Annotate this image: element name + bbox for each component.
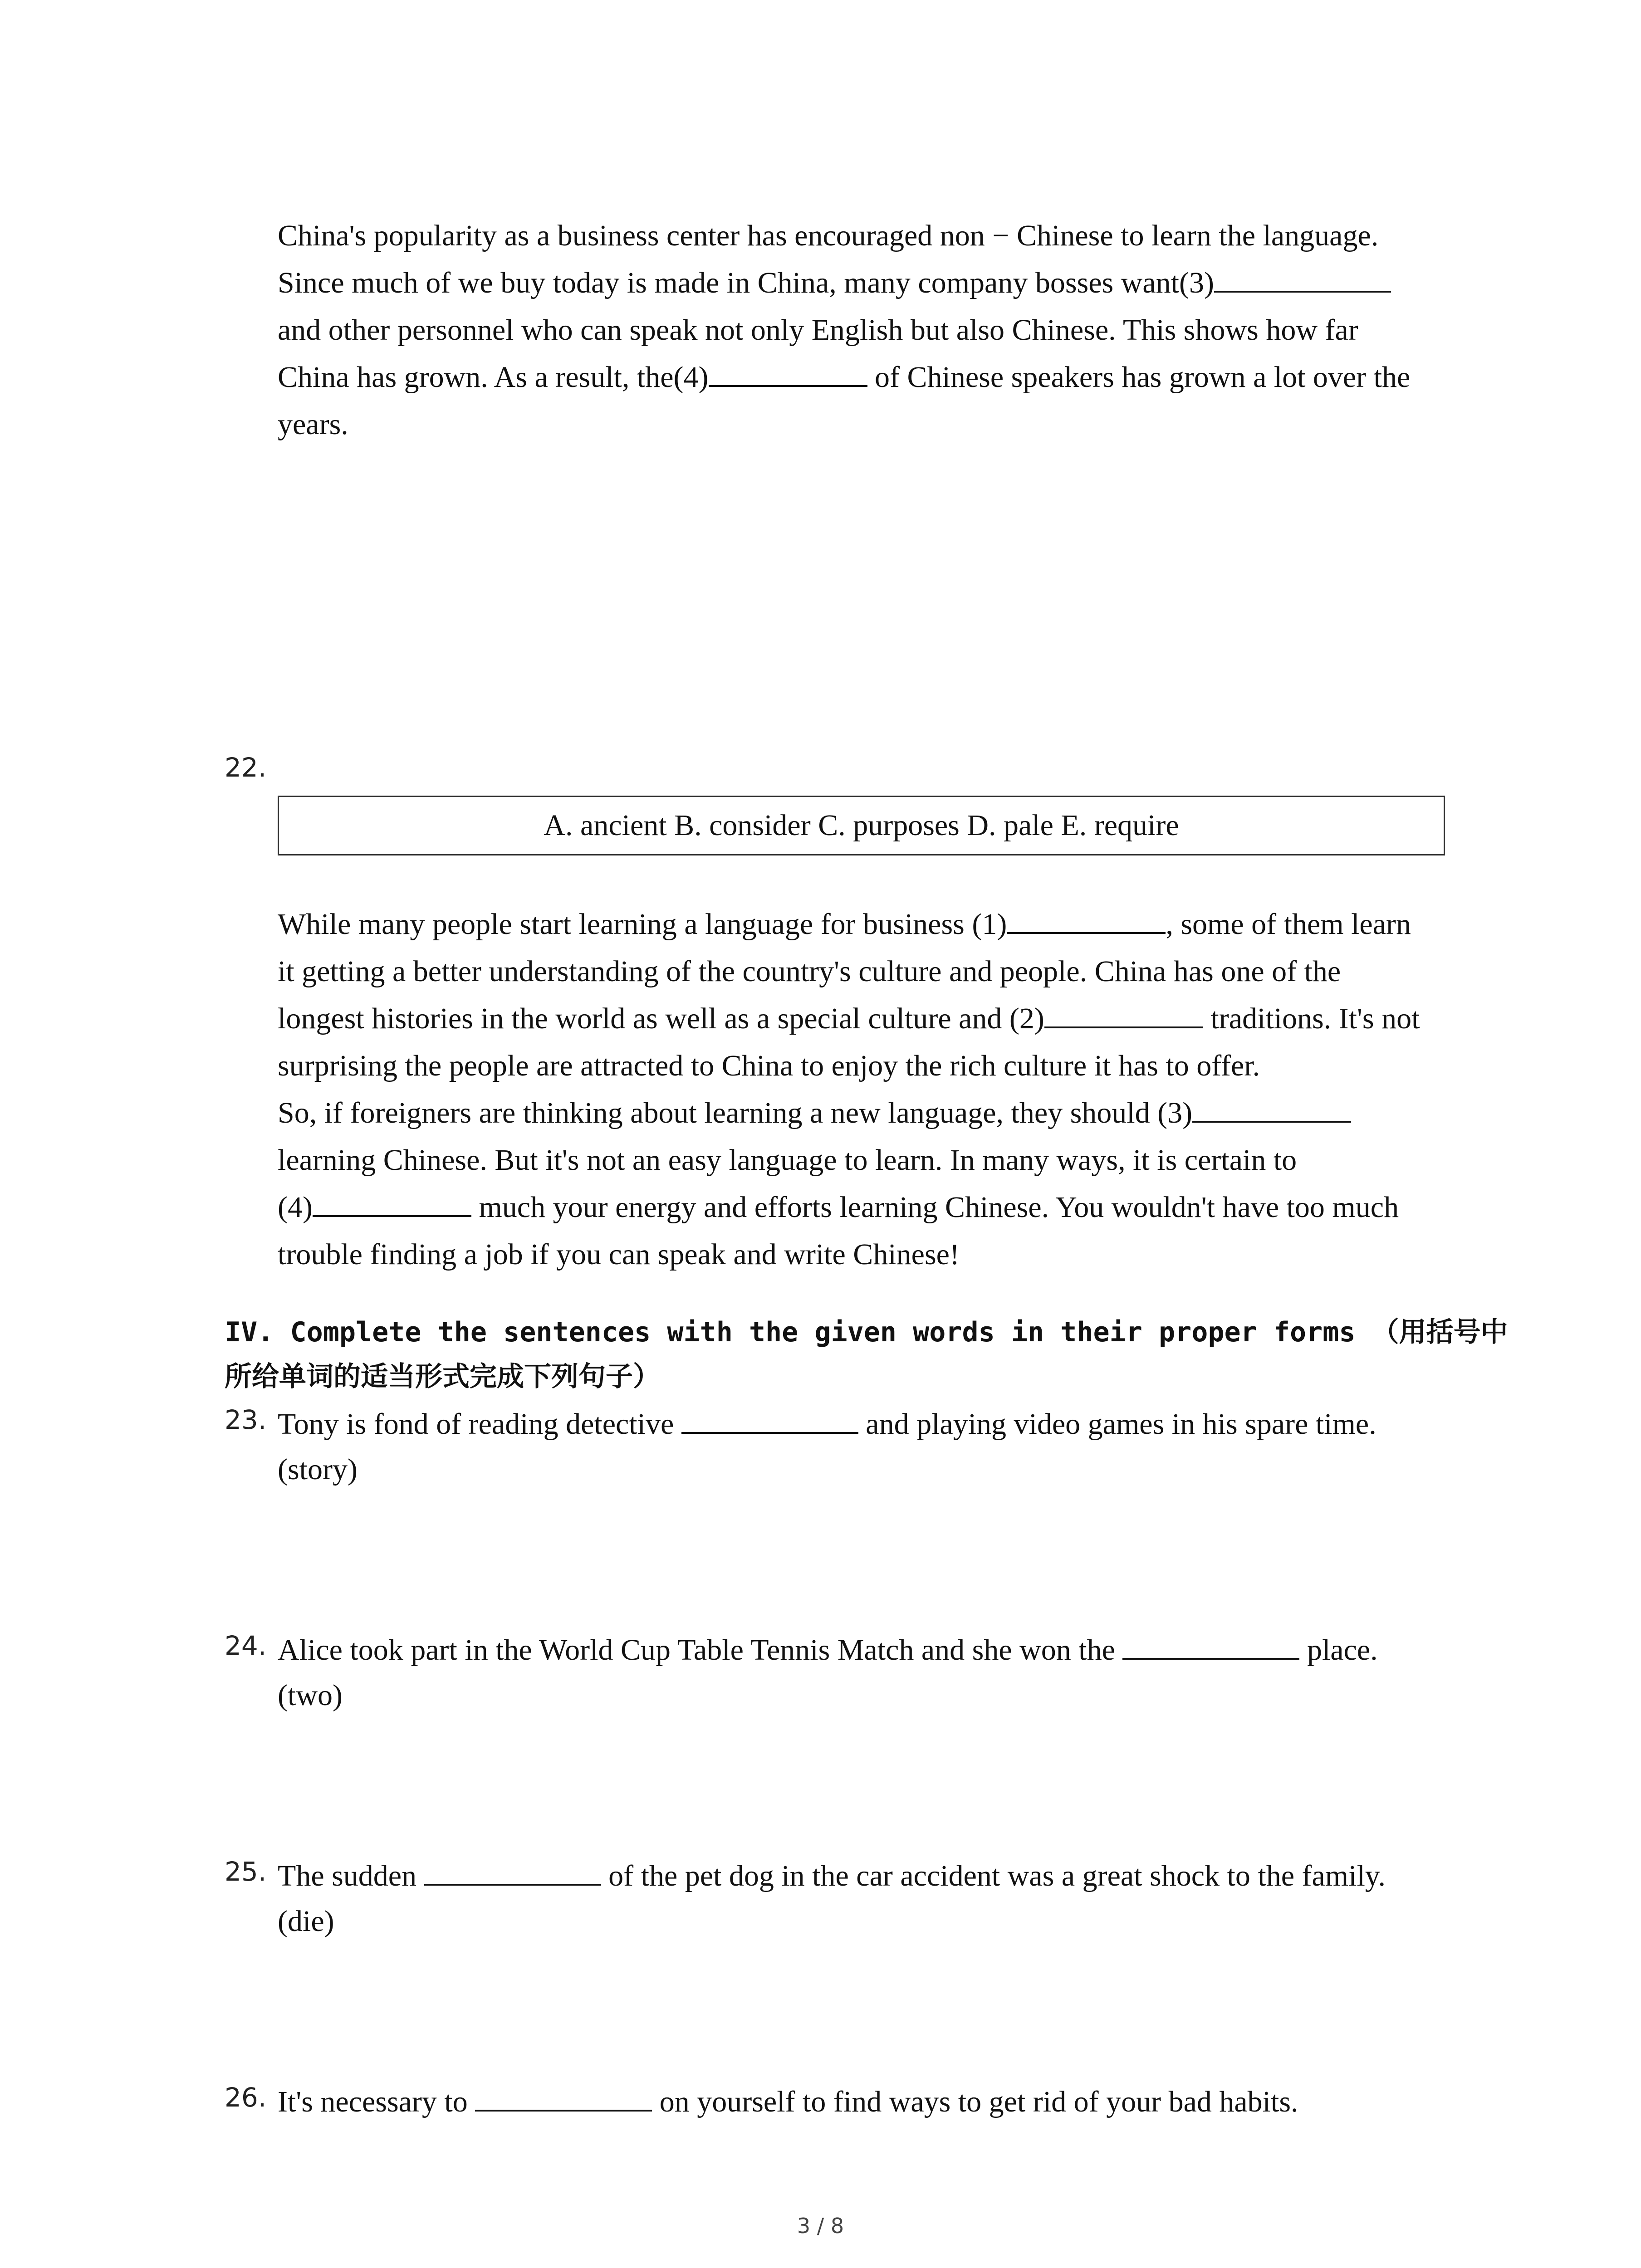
question-25-text: The sudden of the pet dog in the car accident was a great shock to the family. (die) bbox=[278, 1853, 1386, 1944]
section-iv-heading-line-1: IV. Complete the sentences with the given words in their proper forms （用括号中 bbox=[225, 1316, 1508, 1348]
passage-top-line-1: China's popularity as a business center has encouraged non − Chinese to learn the language. bbox=[278, 219, 1379, 252]
question-26-text: It's necessary to on yourself to find ways to get rid of your bad habits. bbox=[278, 2085, 1298, 2118]
question-26-number: 26. bbox=[225, 2082, 267, 2113]
blank-22-4[interactable] bbox=[313, 1192, 471, 1217]
question-24-hint: (two) bbox=[278, 1679, 343, 1712]
passage-22-line-1: While many people start learning a language for business (1) , some of them learn bbox=[278, 908, 1411, 941]
passage-22-line-4: surprising the people are attracted to China to enjoy the rich culture it has to offer. bbox=[278, 1049, 1260, 1082]
section-iv-heading-line-2: 所给单词的适当形式完成下列句子） bbox=[225, 1361, 660, 1393]
question-23-text: Tony is fond of reading detective and playing video games in his spare time. (story) bbox=[278, 1402, 1376, 1492]
passage-top-line-2: Since much of we buy today is made in China, many company bosses want(3) bbox=[278, 259, 1457, 307]
question-24-text: Alice took part in the World Cup Table Tennis Match and she won the place. (two) bbox=[278, 1628, 1378, 1718]
blank-22-1[interactable] bbox=[1007, 909, 1166, 934]
passage-top-line-5: years. bbox=[278, 408, 348, 441]
passage-22-line-3: longest histories in the world as well as a special culture and (2) traditions. It's not bbox=[278, 1002, 1420, 1035]
passage-22-line-2: it getting a better understanding of the country's culture and people. China has one of the bbox=[278, 955, 1341, 988]
word-box-22 bbox=[278, 796, 1445, 855]
blank-22-2[interactable] bbox=[1044, 1003, 1203, 1028]
blank-21-3[interactable] bbox=[1214, 267, 1391, 293]
question-23-hint: (story) bbox=[278, 1453, 358, 1486]
blank-26[interactable] bbox=[475, 2086, 652, 2112]
blank-24[interactable] bbox=[1122, 1634, 1299, 1660]
passage-22 bbox=[278, 901, 1457, 1278]
passage-22-line-7: (4) much your energy and efforts learning Chinese. You wouldn't have too much bbox=[278, 1191, 1399, 1224]
question-22-number: 22. bbox=[225, 752, 267, 783]
word-box-22-text: A. ancient B. consider C. purposes D. pale E. require bbox=[544, 809, 1179, 842]
page-number: 3 / 8 bbox=[797, 2214, 844, 2238]
section-iv-heading bbox=[225, 1310, 1508, 1399]
passage-22-line-6: learning Chinese. But it's not an easy language to learn. In many ways, it is certain to bbox=[278, 1144, 1297, 1177]
question-23-number: 23. bbox=[225, 1404, 267, 1435]
passage-top-line-3: and other personnel who can speak not only English but also Chinese. This shows how far bbox=[278, 313, 1358, 347]
question-25-number: 25. bbox=[225, 1856, 267, 1887]
question-24-number: 24. bbox=[225, 1630, 267, 1661]
blank-23[interactable] bbox=[681, 1408, 858, 1434]
blank-25[interactable] bbox=[424, 1860, 601, 1886]
blank-22-3[interactable] bbox=[1192, 1097, 1351, 1123]
blank-21-4[interactable] bbox=[709, 362, 867, 387]
passage-22-line-5: So, if foreigners are thinking about learning a new language, they should (3) bbox=[278, 1090, 1457, 1137]
passage-22-line-8: trouble finding a job if you can speak and write Chinese! bbox=[278, 1238, 960, 1271]
passage-top-line-4: China has grown. As a result, the(4) of Chinese speakers has grown a lot over the bbox=[278, 361, 1411, 394]
passage-top bbox=[278, 212, 1457, 448]
question-25-hint: (die) bbox=[278, 1905, 334, 1938]
